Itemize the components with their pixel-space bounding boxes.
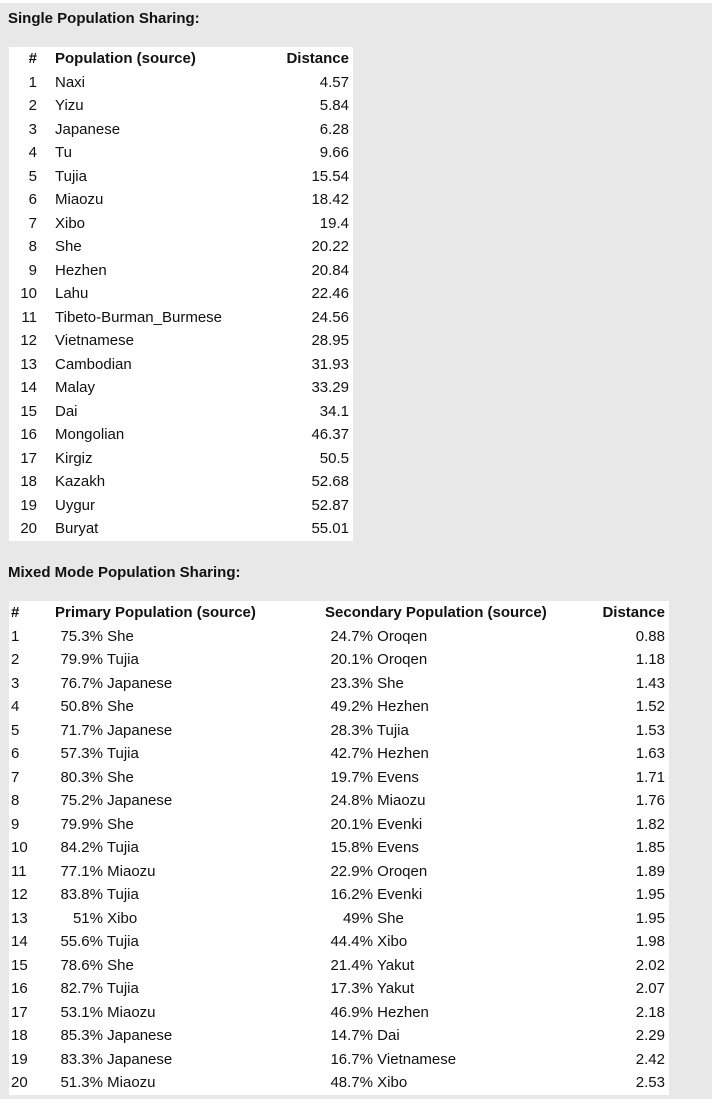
row-index: 11 — [21, 308, 37, 326]
primary-population — [49, 860, 319, 884]
distance-value: 4.57 — [319, 73, 349, 91]
primary-percent: 53.1% — [60, 1003, 103, 1021]
mixed-sharing-body — [9, 625, 669, 1095]
population-name: Vietnamese — [55, 332, 134, 349]
table-row — [9, 695, 669, 719]
primary-percent: 83.8% — [60, 886, 103, 903]
distance-value: 1.53 — [635, 721, 665, 739]
primary-percent: 84.2% — [60, 839, 103, 856]
secondary-population — [319, 860, 571, 884]
primary-percent: 80.3% — [60, 768, 103, 786]
secondary-population — [319, 954, 571, 978]
table-row — [9, 400, 353, 424]
secondary-percent: 16.7% — [330, 1050, 373, 1068]
row-index: 13 — [20, 355, 37, 373]
secondary-name: Xibo — [377, 933, 408, 950]
table-row — [9, 259, 353, 283]
table-row — [9, 118, 353, 142]
secondary-population — [319, 813, 571, 837]
table-row — [9, 860, 669, 884]
primary-name: Japanese — [107, 792, 173, 809]
distance-value: 1.95 — [635, 886, 665, 903]
primary-population — [49, 883, 319, 907]
population-name: Miaozu — [55, 191, 104, 208]
primary-name: Japanese — [107, 721, 173, 739]
primary-population — [49, 836, 319, 860]
secondary-name: Vietnamese — [377, 1050, 457, 1068]
primary-percent: 79.9% — [60, 651, 103, 668]
distance-value: 1.63 — [635, 745, 665, 762]
row-index: 3 — [28, 120, 37, 138]
table-row — [9, 977, 669, 1001]
table-row — [9, 329, 353, 353]
single-sharing-table — [9, 47, 353, 541]
population-name: Lahu — [55, 285, 89, 302]
primary-population — [49, 930, 319, 954]
results-panel — [0, 3, 712, 1099]
secondary-population — [319, 977, 571, 1001]
primary-name: Tujia — [106, 933, 139, 950]
secondary-name: Evens — [377, 839, 419, 856]
secondary-name: Hezhen — [377, 1003, 429, 1021]
distance-value: 24.56 — [311, 308, 349, 326]
distance-value: 2.29 — [635, 1027, 665, 1044]
mixed-sharing-table — [9, 601, 669, 1095]
secondary-population — [319, 1071, 571, 1095]
population-name: Tu — [55, 144, 72, 161]
population-name: She — [55, 238, 82, 255]
primary-name: Tujia — [106, 980, 139, 997]
row-index: 10 — [11, 839, 28, 856]
row-index: 3 — [11, 674, 20, 692]
table-row — [9, 672, 669, 696]
table-row — [9, 719, 669, 743]
distance-value: 55.01 — [311, 520, 349, 537]
distance-value: 15.54 — [311, 167, 349, 185]
primary-population — [49, 1024, 319, 1048]
table-row — [9, 212, 353, 236]
primary-percent: 85.3% — [60, 1027, 103, 1044]
table-row — [9, 306, 353, 330]
secondary-percent: 19.7% — [330, 768, 373, 786]
primary-name: Miaozu — [107, 862, 156, 880]
primary-percent: 83.3% — [60, 1050, 103, 1068]
primary-name: Japanese — [107, 1027, 173, 1044]
secondary-name: She — [377, 674, 404, 692]
primary-name: Japanese — [107, 1050, 173, 1068]
table-row — [9, 470, 353, 494]
primary-population — [49, 789, 319, 813]
row-index: 14 — [20, 379, 37, 396]
header-primary-population: Primary Population (source) — [55, 604, 256, 621]
secondary-population — [319, 648, 571, 672]
table-row — [9, 353, 353, 377]
secondary-percent: 17.3% — [330, 980, 373, 997]
population-name: Malay — [55, 379, 96, 396]
population-name: Kirgiz — [55, 449, 93, 467]
mixed-sharing-title: Mixed Mode Population Sharing: — [8, 564, 241, 581]
secondary-population — [319, 1001, 571, 1025]
distance-value: 28.95 — [311, 332, 349, 349]
primary-percent: 51% — [72, 909, 103, 927]
table-row — [9, 235, 353, 259]
population-name: Tibeto-Burman_Burmese — [55, 308, 223, 326]
secondary-population — [319, 883, 571, 907]
distance-value: 0.88 — [635, 627, 665, 645]
table-row — [9, 648, 669, 672]
row-index: 8 — [11, 792, 20, 809]
distance-value: 20.22 — [311, 238, 349, 255]
primary-name: Tujia — [106, 651, 139, 668]
distance-value: 1.89 — [635, 862, 665, 880]
secondary-name: Evens — [377, 768, 419, 786]
secondary-name: Hezhen — [377, 698, 429, 715]
row-index: 8 — [28, 238, 37, 255]
row-index: 15 — [20, 402, 37, 420]
table-row — [9, 954, 669, 978]
table-row — [9, 1001, 669, 1025]
primary-population — [49, 1048, 319, 1072]
primary-percent: 75.3% — [60, 627, 103, 645]
primary-percent: 51.3% — [60, 1074, 103, 1091]
row-index: 15 — [11, 956, 28, 974]
secondary-name: Miaozu — [377, 792, 426, 809]
table-row — [9, 494, 353, 518]
population-name: Kazakh — [55, 473, 106, 490]
primary-population — [49, 719, 319, 743]
table-row — [9, 447, 353, 471]
distance-value: 2.42 — [635, 1050, 665, 1068]
row-index: 4 — [11, 698, 20, 715]
secondary-percent: 44.4% — [330, 933, 373, 950]
population-name: Cambodian — [55, 355, 132, 373]
primary-percent: 76.7% — [60, 674, 103, 692]
secondary-percent: 28.3% — [330, 721, 373, 739]
secondary-name: Evenki — [377, 886, 423, 903]
secondary-name: Xibo — [377, 1074, 408, 1091]
secondary-percent: 49% — [342, 909, 373, 927]
distance-value: 2.07 — [635, 980, 665, 997]
row-index: 17 — [20, 449, 37, 467]
primary-population — [49, 1071, 319, 1095]
primary-percent: 50.8% — [60, 698, 103, 715]
secondary-percent: 23.3% — [330, 674, 373, 692]
distance-value: 52.68 — [311, 473, 349, 490]
row-index: 1 — [11, 627, 20, 645]
distance-value: 50.5 — [319, 449, 349, 467]
secondary-population — [319, 672, 571, 696]
secondary-population — [319, 742, 571, 766]
secondary-population — [319, 1048, 571, 1072]
distance-value: 1.18 — [635, 651, 665, 668]
secondary-name: Oroqen — [377, 862, 428, 880]
primary-population — [49, 672, 319, 696]
distance-value: 1.85 — [635, 839, 665, 856]
primary-population — [49, 625, 319, 649]
primary-percent: 79.9% — [60, 815, 103, 833]
secondary-name: Dai — [377, 1027, 400, 1044]
primary-population — [49, 977, 319, 1001]
distance-value: 18.42 — [311, 191, 349, 208]
distance-value: 22.46 — [311, 285, 349, 302]
table-row — [9, 813, 669, 837]
distance-value: 34.1 — [319, 402, 349, 420]
table-header-row — [9, 601, 669, 625]
primary-name: She — [107, 815, 134, 833]
distance-value: 9.66 — [319, 144, 349, 161]
row-index: 2 — [11, 651, 20, 668]
row-index: 17 — [11, 1003, 28, 1021]
row-index: 18 — [20, 473, 37, 490]
header-distance: Distance — [286, 50, 349, 67]
secondary-name: Yakut — [376, 980, 415, 997]
primary-percent: 57.3% — [60, 745, 103, 762]
table-row — [9, 423, 353, 447]
secondary-percent: 48.7% — [330, 1074, 373, 1091]
row-index: 7 — [11, 768, 20, 786]
population-name: Uygur — [55, 496, 96, 514]
secondary-name: Oroqen — [377, 627, 428, 645]
row-index: 20 — [11, 1074, 28, 1091]
single-sharing-title: Single Population Sharing: — [8, 10, 200, 27]
population-name: Tujia — [55, 167, 87, 185]
secondary-population — [319, 719, 571, 743]
primary-name: Tujia — [106, 886, 139, 903]
row-index: 2 — [28, 97, 37, 114]
row-index: 4 — [28, 144, 37, 161]
row-index: 9 — [11, 815, 20, 833]
table-row — [9, 883, 669, 907]
primary-name: Japanese — [107, 674, 173, 692]
secondary-percent: 22.9% — [330, 862, 373, 880]
secondary-name: Oroqen — [377, 651, 428, 668]
distance-value: 1.95 — [635, 909, 665, 927]
primary-percent: 82.7% — [60, 980, 103, 997]
distance-value: 1.76 — [635, 792, 665, 809]
row-index: 9 — [28, 261, 37, 279]
table-row — [9, 141, 353, 165]
header-index: # — [28, 50, 37, 67]
primary-percent: 77.1% — [60, 862, 103, 880]
primary-name: She — [107, 627, 134, 645]
secondary-percent: 24.7% — [330, 627, 373, 645]
distance-value: 19.4 — [319, 214, 349, 232]
population-name: Naxi — [55, 73, 86, 91]
header-population: Population (source) — [55, 50, 196, 67]
primary-population — [49, 954, 319, 978]
table-row — [9, 907, 669, 931]
table-row — [9, 1071, 669, 1095]
secondary-percent: 20.1% — [330, 815, 373, 833]
secondary-name: Hezhen — [377, 745, 429, 762]
primary-name: Tujia — [106, 839, 139, 856]
secondary-name: Evenki — [377, 815, 423, 833]
row-index: 10 — [20, 285, 37, 302]
single-sharing-body — [9, 71, 353, 541]
distance-value: 1.71 — [635, 768, 665, 786]
secondary-percent: 49.2% — [330, 698, 373, 715]
row-index: 19 — [20, 496, 37, 514]
table-row — [9, 376, 353, 400]
primary-population — [49, 813, 319, 837]
secondary-percent: 20.1% — [330, 651, 373, 668]
table-row — [9, 930, 669, 954]
secondary-percent: 46.9% — [330, 1003, 373, 1021]
primary-population — [49, 766, 319, 790]
row-index: 20 — [20, 520, 37, 537]
table-row — [9, 517, 353, 541]
primary-population — [49, 907, 319, 931]
secondary-population — [319, 789, 571, 813]
row-index: 5 — [28, 167, 37, 185]
row-index: 16 — [20, 426, 37, 443]
row-index: 14 — [11, 933, 28, 950]
distance-value: 2.02 — [635, 956, 665, 974]
row-index: 13 — [11, 909, 28, 927]
primary-name: She — [107, 698, 134, 715]
distance-value: 1.52 — [635, 698, 665, 715]
distance-value: 6.28 — [319, 120, 349, 138]
table-row — [9, 1024, 669, 1048]
row-index: 11 — [11, 862, 27, 880]
row-index: 6 — [28, 191, 37, 208]
primary-name: Miaozu — [107, 1003, 156, 1021]
primary-percent: 71.7% — [60, 721, 103, 739]
distance-value: 5.84 — [319, 97, 349, 114]
primary-name: Miaozu — [107, 1074, 156, 1091]
secondary-population — [319, 766, 571, 790]
secondary-population — [319, 625, 571, 649]
table-row — [9, 625, 669, 649]
table-header-row — [9, 47, 353, 71]
secondary-percent: 15.8% — [330, 839, 373, 856]
population-name: Hezhen — [55, 261, 107, 279]
distance-value: 1.43 — [635, 674, 665, 692]
secondary-percent: 14.7% — [330, 1027, 373, 1044]
secondary-population — [319, 930, 571, 954]
distance-value: 20.84 — [311, 261, 349, 279]
distance-value: 33.29 — [311, 379, 349, 396]
distance-value: 1.82 — [635, 815, 665, 833]
secondary-name: Yakut — [376, 956, 415, 974]
table-row — [9, 1048, 669, 1072]
primary-percent: 75.2% — [60, 792, 103, 809]
header-secondary-population: Secondary Population (source) — [325, 604, 547, 621]
table-row — [9, 188, 353, 212]
primary-population — [49, 1001, 319, 1025]
primary-percent: 55.6% — [60, 933, 103, 950]
row-index: 5 — [11, 721, 20, 739]
distance-value: 1.98 — [635, 933, 665, 950]
primary-name: She — [107, 956, 134, 974]
table-row — [9, 836, 669, 860]
population-name: Dai — [55, 402, 78, 420]
secondary-percent: 21.4% — [330, 956, 373, 974]
distance-value: 31.93 — [311, 355, 349, 373]
table-row — [9, 94, 353, 118]
table-row — [9, 165, 353, 189]
population-name: Mongolian — [55, 426, 125, 443]
row-index: 12 — [20, 332, 37, 349]
population-name: Yizu — [55, 97, 84, 114]
row-index: 19 — [11, 1050, 28, 1068]
table-row — [9, 766, 669, 790]
secondary-percent: 24.8% — [330, 792, 373, 809]
primary-name: Tujia — [106, 745, 139, 762]
secondary-population — [319, 907, 571, 931]
population-name: Buryat — [55, 520, 99, 537]
row-index: 7 — [28, 214, 37, 232]
primary-name: She — [107, 768, 134, 786]
primary-population — [49, 742, 319, 766]
secondary-percent: 42.7% — [330, 745, 373, 762]
header-distance: Distance — [602, 604, 665, 621]
primary-percent: 78.6% — [60, 956, 103, 974]
row-index: 6 — [11, 745, 20, 762]
row-index: 16 — [11, 980, 28, 997]
table-row — [9, 71, 353, 95]
distance-value: 52.87 — [311, 496, 349, 514]
secondary-name: She — [377, 909, 404, 927]
primary-population — [49, 648, 319, 672]
distance-value: 46.37 — [311, 426, 349, 443]
primary-population — [49, 695, 319, 719]
header-index: # — [11, 604, 20, 621]
population-name: Xibo — [55, 214, 86, 232]
table-row — [9, 282, 353, 306]
secondary-population — [319, 695, 571, 719]
row-index: 18 — [11, 1027, 28, 1044]
distance-value: 2.53 — [635, 1074, 665, 1091]
secondary-population — [319, 1024, 571, 1048]
row-index: 1 — [28, 73, 37, 91]
primary-name: Xibo — [107, 909, 138, 927]
table-row — [9, 742, 669, 766]
distance-value: 2.18 — [635, 1003, 665, 1021]
secondary-name: Tujia — [376, 721, 409, 739]
population-name: Japanese — [55, 120, 121, 138]
secondary-population — [319, 836, 571, 860]
row-index: 12 — [11, 886, 28, 903]
table-row — [9, 789, 669, 813]
secondary-percent: 16.2% — [330, 886, 373, 903]
